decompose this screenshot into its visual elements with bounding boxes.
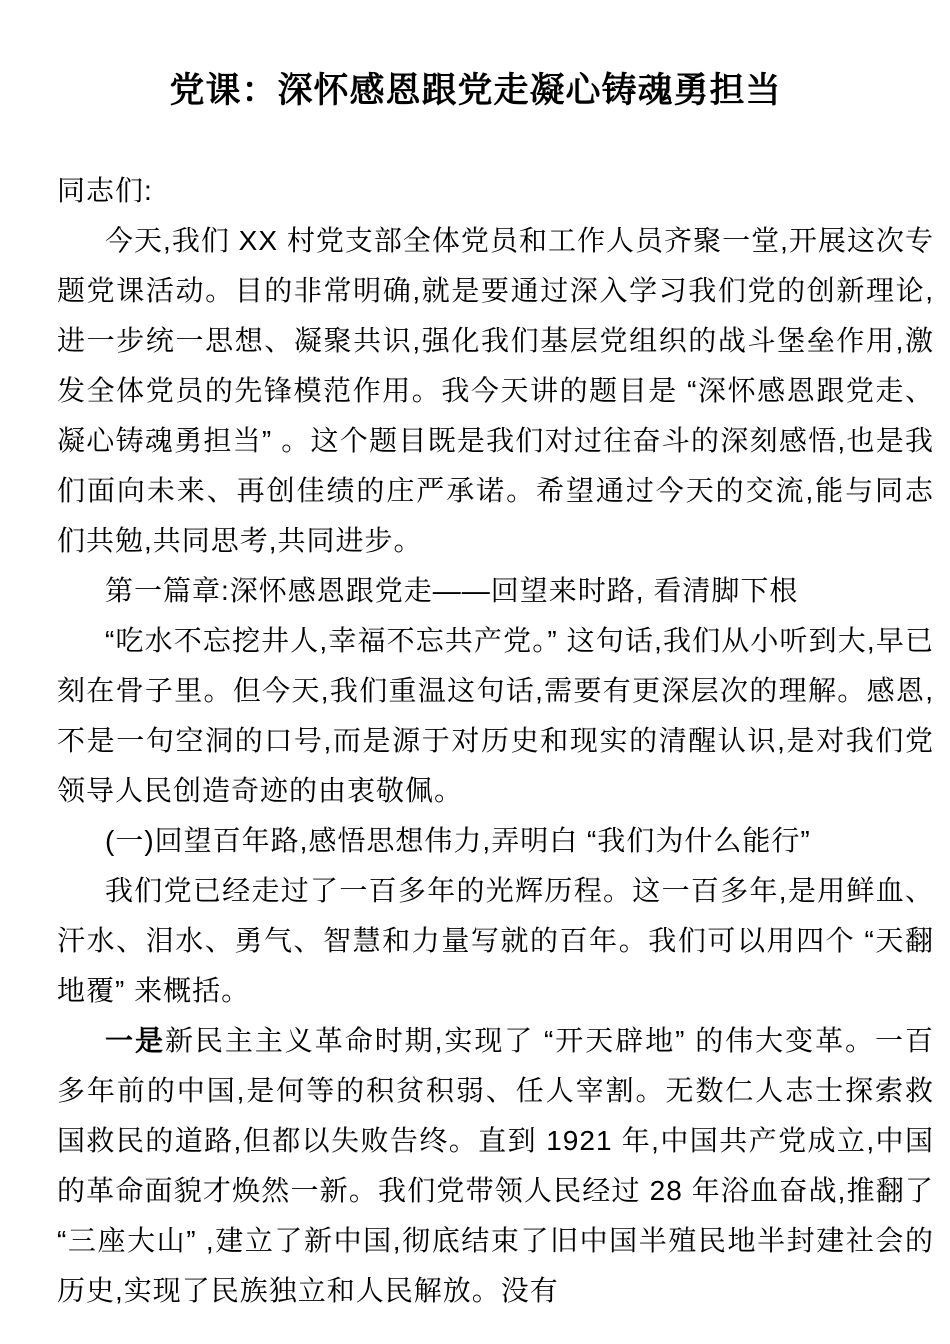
salutation: 同志们: <box>57 175 153 206</box>
body-paragraph-first-point <box>57 1016 934 1316</box>
paragraph-text: “吃水不忘挖井人,幸福不忘共产党。” 这句话,我们从小听到大,早已刻在骨子里。但今天,我们重温这句话,需要有更深层次的理解。感恩,不是一句空洞的口号,而是源于对历史和现实的清醒认识,是对我们党领导人民创造奇迹的由衷敬佩。 <box>57 625 934 806</box>
document-title: 党课：深怀感恩跟党走凝心铸魂勇担当 <box>169 71 782 110</box>
body-paragraph-section-one-heading <box>57 816 934 866</box>
body-paragraph-intro <box>57 216 934 566</box>
paragraph-text: 第一篇章:深怀感恩跟党走——回望来时路, 看清脚下根 <box>105 575 799 606</box>
body-paragraph-chapter-heading <box>57 566 934 616</box>
paragraph-text: (一)回望百年路,感悟思想伟力,弄明白 “我们为什么能行” <box>105 825 811 856</box>
paragraph-text: 今天,我们 XX 村党支部全体党员和工作人员齐聚一堂,开展这次专题党课活动。目的非常明确,就是要通过深入学习我们党的创新理论,进一步统一思想、凝聚共识,强化我们基层党组织的战斗堡垒作用,激发全体党员的先锋模范作用。我今天讲的题目是 “深怀感恩跟党走、凝心铸魂勇担当” 。这个题目既是我们对过往奋斗的深刻感悟,也是我们面向未来、再创佳绩的庄严承诺。希望通过今天的交流,能与同志们共勉,共同思考,共同进步。 <box>57 225 934 556</box>
body-paragraph-gratitude <box>57 616 934 816</box>
paragraph-bold-lead: 一是 <box>105 1025 165 1056</box>
body-paragraph-century-history <box>57 866 934 1016</box>
paragraph-text: 新民主主义革命时期,实现了 “开天辟地” 的伟大变革。一百多年前的中国,是何等的积贫积弱、任人宰割。无数仁人志士探索救国救民的道路,但都以失败告终。直到 1921 年,中国共产党成立,中国的革命面貌才焕然一新。我们党带领人民经过 28 年浴血奋战,推翻了 “三座大山” ,建立了新中国,彻底结束了旧中国半殖民地半封建社会的历史,实现了民族独立和人民解放。没有 <box>57 1025 934 1306</box>
document-body <box>57 166 934 1316</box>
paragraph-text: 我们党已经走过了一百多年的光辉历程。这一百多年,是用鲜血、汗水、泪水、勇气、智慧和力量写就的百年。我们可以用四个 “天翻地覆” 来概括。 <box>57 875 934 1006</box>
